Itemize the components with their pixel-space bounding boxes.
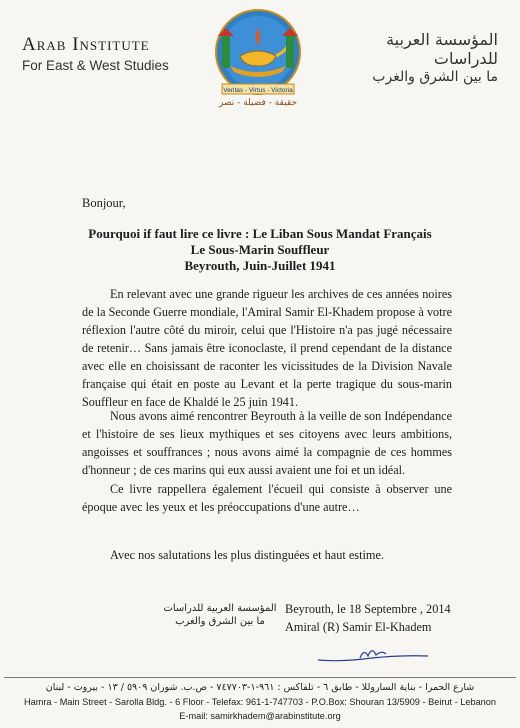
org-name-ar-line1: المؤسسة العربية للدراسات: [386, 30, 498, 68]
title-line-3: Beyrouth, Juin-Juillet 1941: [184, 258, 336, 273]
logo-motto-arabic: حقيقة - فضيلة - نصر: [218, 98, 298, 108]
place-date: Beyrouth, le 18 Septembre , 2014: [285, 602, 451, 616]
title-line-1: Pourquoi if faut lire ce livre : Le Liban Sous Mandat Français: [88, 226, 432, 241]
stamp-line-2: ما بين الشرق والغرب: [175, 616, 265, 627]
logo-banner-text: Veritas - Virtus - Victoria: [223, 87, 293, 94]
footer-address-arabic: شارع الحمرا - بناية الساروللا - طابق ٦ - تلفاكس : ٩٦١-١-٧٤٧٧٠٣ - ص.ب. شوران ٥٩٠٩ / ١٣ - بيروت - لبنان: [45, 682, 475, 693]
paragraph-3: [82, 480, 452, 516]
paragraph-3-text: Ce livre rappellera également l'écueil qui consiste à observer une époque avec les yeux et les préoccupations d'une autre…: [82, 482, 452, 514]
footer-address-english: Hamra - Main Street - Sarolla Bldg. - 6 Floor - Telefax: 961-1-747703 - P.O.Box: Shouran 13/5909 - Beirut - Lebanon: [23, 697, 497, 707]
org-name: Arab Institute: [22, 34, 150, 55]
greeting: Bonjour,: [82, 196, 126, 210]
stamp-line-1: المؤسسة العربية للدراسات: [163, 603, 277, 614]
letter-title: [80, 226, 440, 274]
paragraph-1: [82, 285, 452, 411]
paragraph-2: [82, 407, 452, 479]
org-subtitle: For East & West Studies: [22, 58, 169, 73]
footer-divider: [4, 677, 516, 678]
title-line-2: Le Sous-Marin Souffleur: [190, 242, 330, 257]
footer-email: E-mail: samirkhadem@arabinstitute.org: [179, 711, 341, 721]
org-name-arabic: [328, 30, 498, 85]
org-name-english: [22, 34, 169, 73]
institute-stamp: [160, 602, 280, 628]
closing-salutation: Avec nos salutations les plus distinguées et haut estime.: [110, 548, 385, 562]
signature-block: [285, 600, 451, 636]
handwritten-signature-icon: [312, 640, 432, 668]
signatory-name: Amiral (R) Samir El-Khadem: [285, 620, 432, 634]
paragraph-2-text: Nous avons aimé rencontrer Beyrouth à la veille de son Indépendance et l'histoire de ses lieux mythiques et ses citoyens avec leurs ambitions, angoisses et souffrances ; nous avons aimé la compagnie de ces hommes d'honneur ; de ces marins qui eux aussi avaient une foi et un idéal.: [82, 409, 452, 477]
paragraph-1-text: En relevant avec une grande rigueur les archives de ces années noires de la Seconde Guerre mondiale, l'Amiral Samir El-Khadem propose à votre réflexion l'autre côté du miroir, celui que l'Histoire n'a pas jugé nécessaire de retenir… Sans jamais être iconoclaste, il prend cependant de la distance avec elle en choisissant de raconter les vicissitudes de la Division Navale française qui était en poste au Levant et la perte tragique du sous-marin Souffleur en face de Khaldé le 25 juin 1941.: [82, 287, 452, 409]
org-name-ar-line2: ما بين الشرق والغرب: [372, 69, 498, 85]
